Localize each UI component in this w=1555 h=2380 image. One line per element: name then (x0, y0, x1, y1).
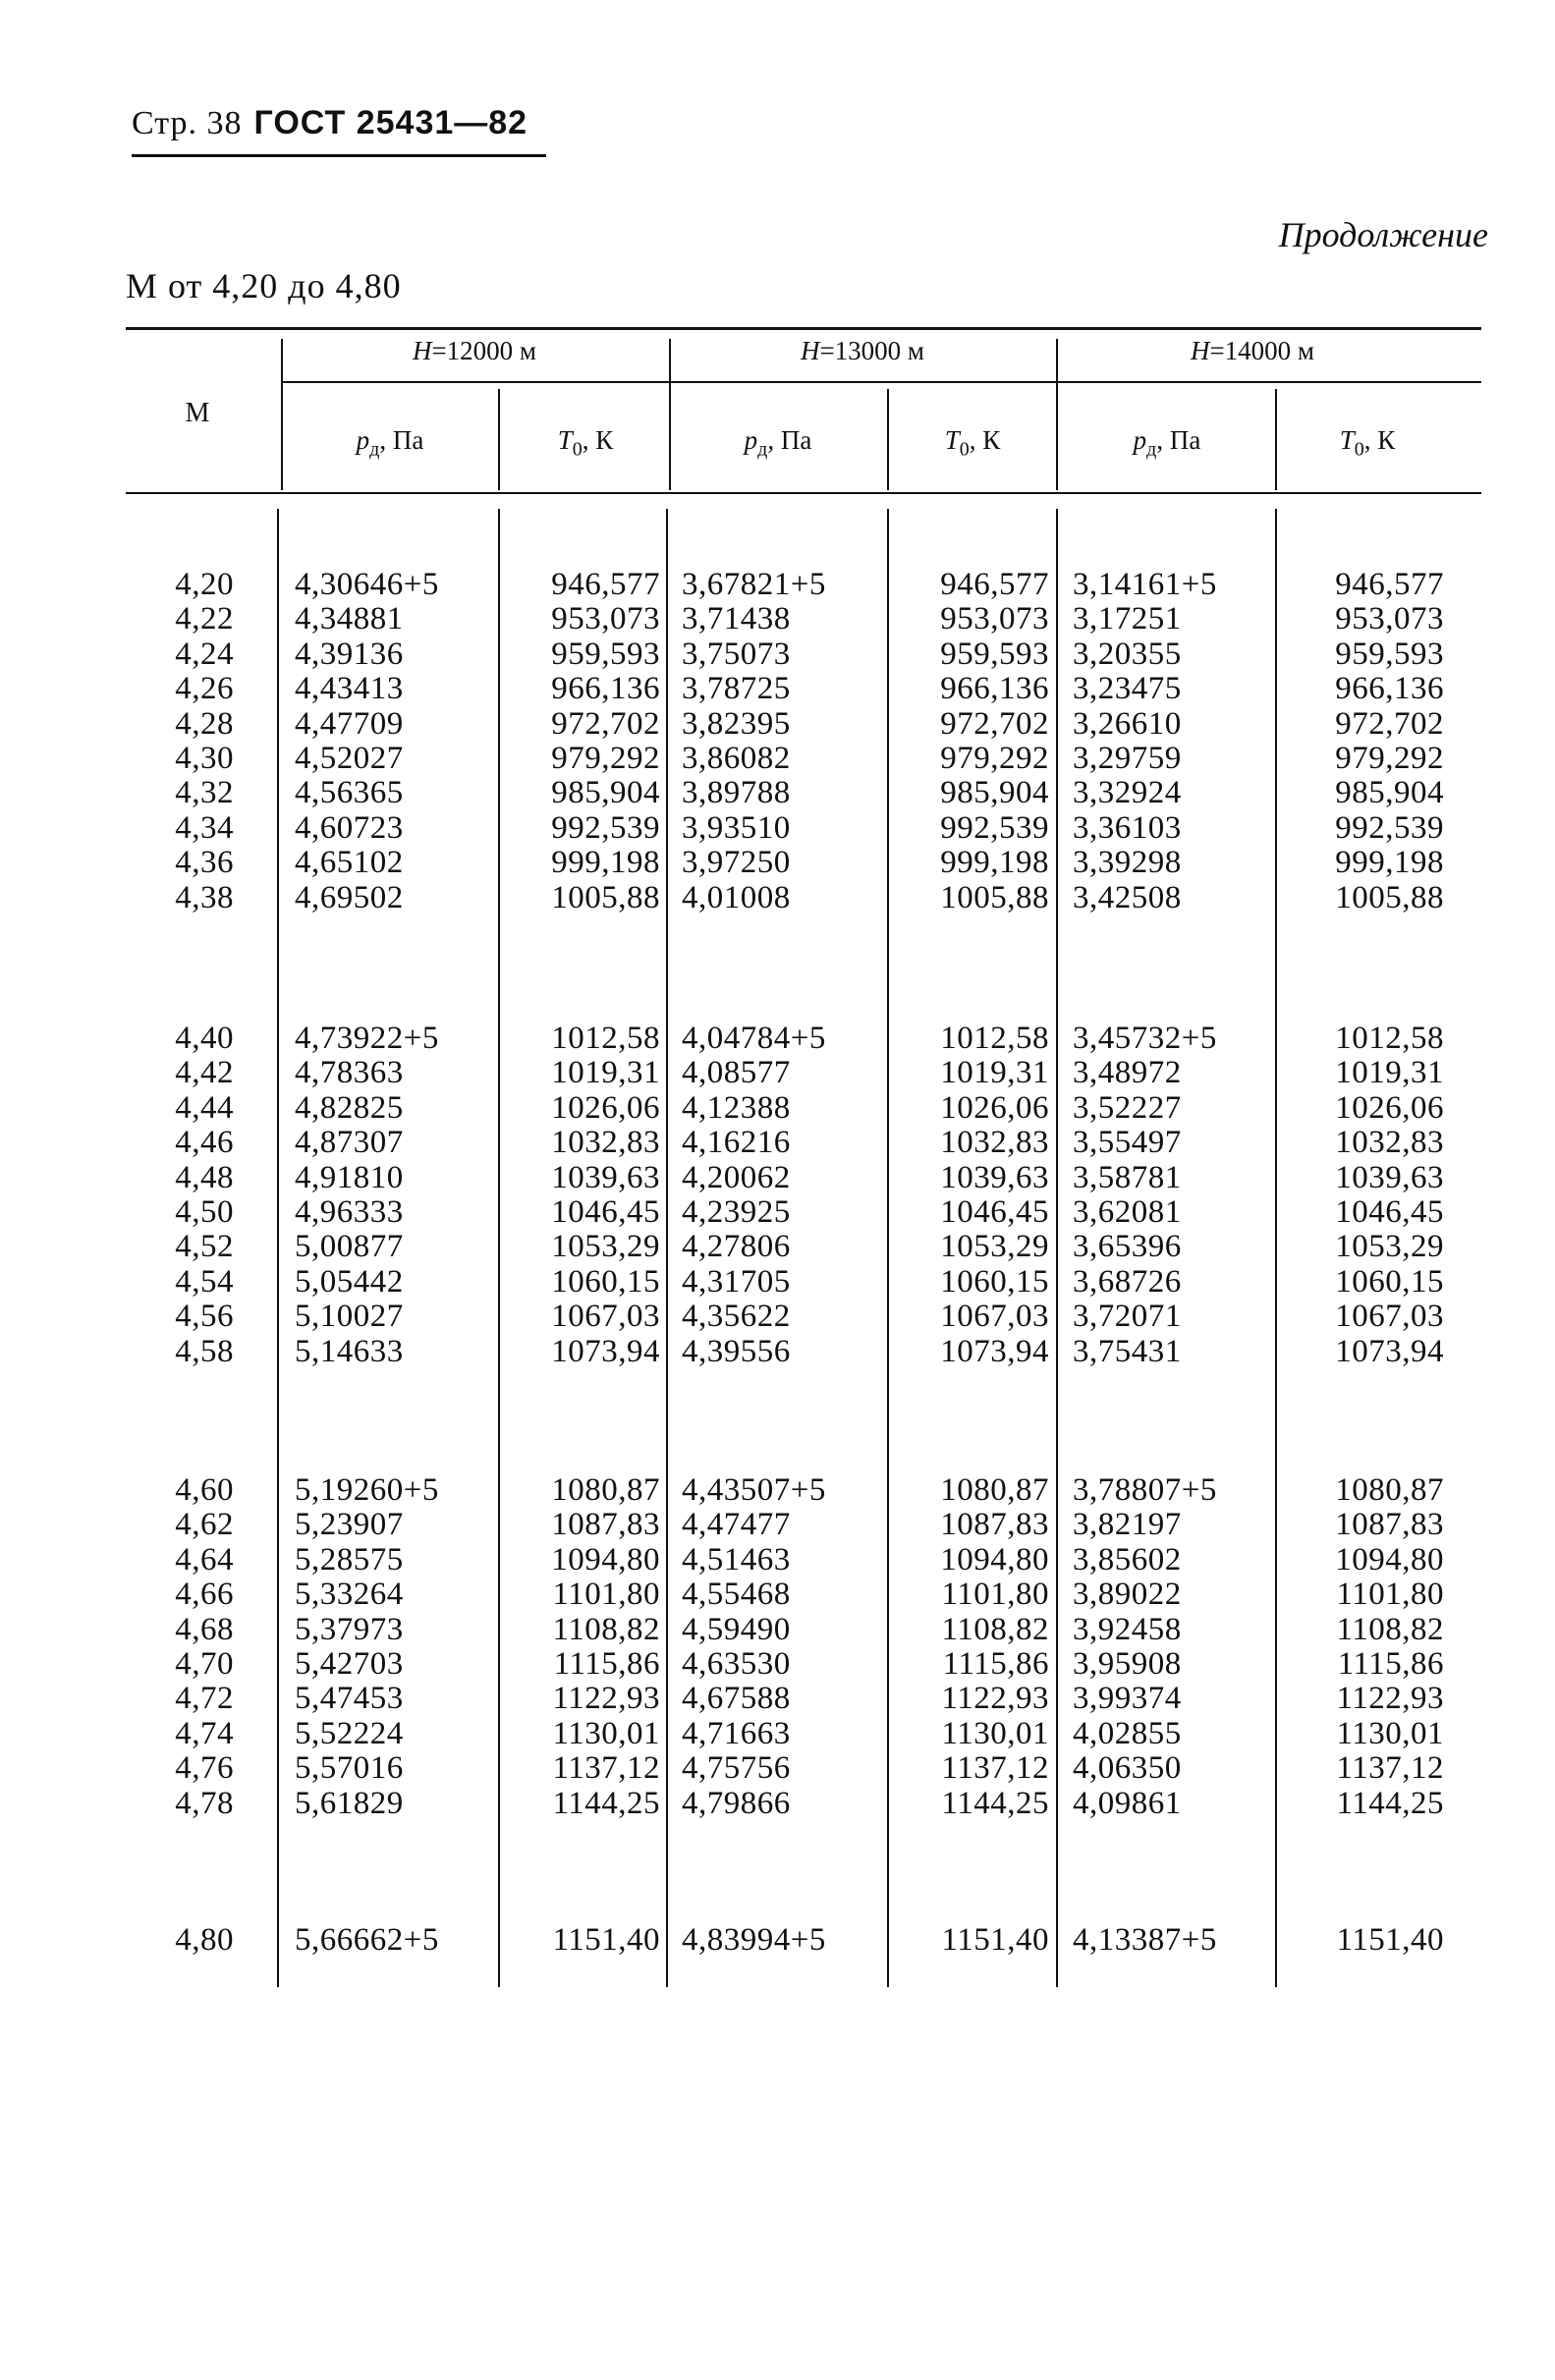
pressure-cell: 3,58781 (1073, 1159, 1182, 1195)
temperature-cell: 1137,12 (1336, 1750, 1444, 1787)
pressure-cell: 4,60723 (295, 809, 404, 846)
temperature-cell: 1026,06 (1335, 1089, 1444, 1126)
temperature-cell: 1046,45 (551, 1194, 660, 1230)
temperature-cell: 1019,31 (940, 1055, 1049, 1091)
temperature-cell: 1094,80 (1335, 1541, 1444, 1577)
continuation-label: Продолжение (1278, 215, 1488, 254)
pressure-cell: 4,47477 (682, 1507, 791, 1543)
mach-cell: 4,58 (175, 1333, 234, 1369)
temperature-cell: 1039,63 (1335, 1159, 1444, 1195)
mach-cell: 4,40 (175, 1021, 234, 1056)
column-divider (498, 509, 500, 1987)
page-number: Стр. 38 (132, 105, 243, 141)
pressure-cell: 4,75756 (682, 1750, 791, 1787)
pressure-cell: 4,12388 (682, 1089, 791, 1126)
pressure-cell: 3,75431 (1073, 1333, 1182, 1369)
mach-cell: 4,42 (175, 1055, 234, 1091)
mach-cell: 4,48 (175, 1159, 234, 1195)
column-header-mach: М (185, 398, 210, 428)
pressure-cell: 4,59490 (682, 1611, 791, 1647)
temperature-cell: 979,292 (551, 741, 660, 776)
temperature-cell: 1067,03 (551, 1299, 660, 1335)
temperature-cell: 1046,45 (1335, 1194, 1444, 1230)
pressure-cell: 5,47453 (295, 1681, 404, 1717)
temperature-cell: 1080,87 (1335, 1472, 1444, 1508)
mach-cell: 4,24 (175, 636, 234, 672)
temperature-cell: 1012,58 (1335, 1021, 1444, 1056)
temperature-cell: 1144,25 (552, 1785, 660, 1821)
pressure-cell: 3,78807+5 (1073, 1472, 1217, 1508)
temperature-cell: 1094,80 (551, 1541, 660, 1577)
temperature-cell: 959,593 (551, 636, 660, 672)
pressure-cell: 5,19260+5 (295, 1472, 439, 1508)
temperature-cell: 959,593 (1335, 636, 1444, 672)
mach-cell: 4,72 (175, 1681, 234, 1717)
pressure-cell: 3,85602 (1073, 1541, 1182, 1577)
temperature-cell: 1026,06 (551, 1089, 660, 1126)
temperature-cell: 1012,58 (940, 1021, 1049, 1056)
temperature-cell: 1060,15 (940, 1263, 1049, 1300)
pressure-cell: 4,56365 (295, 775, 404, 811)
pressure-cell: 3,42508 (1073, 879, 1182, 915)
temperature-cell: 966,136 (1335, 671, 1444, 707)
column-divider (1275, 509, 1277, 1987)
mach-cell: 4,80 (175, 1922, 234, 1958)
temperature-cell: 1080,87 (940, 1472, 1049, 1508)
temperature-cell: 1039,63 (940, 1159, 1049, 1195)
pressure-cell: 3,67821+5 (682, 567, 826, 602)
temperature-cell: 1151,40 (941, 1922, 1049, 1958)
pressure-cell: 4,34881 (295, 601, 404, 637)
temperature-cell: 1087,83 (1335, 1507, 1444, 1543)
mach-cell: 4,74 (175, 1715, 234, 1751)
temperature-cell: 992,539 (1335, 809, 1444, 846)
mach-cell: 4,36 (175, 845, 234, 881)
pressure-cell: 4,23925 (682, 1194, 791, 1230)
temperature-cell: 1122,93 (1336, 1681, 1444, 1717)
column-header-temperature: $T_0$, К (1339, 425, 1396, 461)
pressure-cell: 3,39298 (1073, 845, 1182, 881)
mach-cell: 4,44 (175, 1089, 234, 1126)
table-top-rule (126, 327, 1481, 330)
pressure-cell: 4,51463 (682, 1541, 791, 1577)
temperature-cell: 999,198 (940, 845, 1049, 881)
temperature-cell: 1080,87 (551, 1472, 660, 1508)
pressure-cell: 4,78363 (295, 1055, 404, 1091)
table-header-bottom-rule (126, 492, 1481, 494)
temperature-cell: 1087,83 (551, 1507, 660, 1543)
pressure-cell: 3,20355 (1073, 636, 1182, 672)
temperature-cell: 1115,86 (942, 1646, 1049, 1682)
mach-cell: 4,30 (175, 741, 234, 776)
pressure-cell: 3,36103 (1073, 809, 1182, 846)
temperature-cell: 1046,45 (940, 1194, 1049, 1230)
temperature-cell: 999,198 (551, 845, 660, 881)
temperature-cell: 946,577 (1335, 567, 1444, 602)
temperature-cell: 985,904 (1335, 775, 1444, 811)
pressure-cell: 3,89022 (1073, 1577, 1182, 1613)
mach-cell: 4,28 (175, 705, 234, 742)
temperature-cell: 966,136 (940, 671, 1049, 707)
temperature-cell: 1005,88 (940, 879, 1049, 915)
pressure-cell: 4,31705 (682, 1263, 791, 1300)
pressure-cell: 4,43413 (295, 671, 404, 707)
temperature-cell: 966,136 (551, 671, 660, 707)
column-header-pressure: $p_д$, Па (744, 425, 812, 461)
temperature-cell: 1108,82 (1336, 1611, 1444, 1647)
temperature-cell: 1087,83 (940, 1507, 1049, 1543)
mach-cell: 4,34 (175, 809, 234, 846)
temperature-cell: 959,593 (940, 636, 1049, 672)
temperature-cell: 1137,12 (552, 1750, 660, 1787)
standard-code: ГОСТ 25431—82 (253, 104, 528, 141)
temperature-cell: 1032,83 (551, 1125, 660, 1161)
pressure-cell: 3,93510 (682, 809, 791, 846)
pressure-cell: 4,96333 (295, 1194, 404, 1230)
pressure-cell: 4,73922+5 (295, 1021, 439, 1056)
temperature-cell: 1019,31 (551, 1055, 660, 1091)
pressure-cell: 4,47709 (295, 705, 404, 742)
column-header-pressure: $p_д$, Па (356, 425, 424, 461)
temperature-cell: 1144,25 (1336, 1785, 1444, 1821)
altitude-header: H=13000 м (800, 336, 925, 365)
pressure-cell: 4,16216 (682, 1125, 791, 1161)
temperature-cell: 999,198 (1335, 845, 1444, 881)
pressure-cell: 3,65396 (1073, 1229, 1182, 1265)
temperature-cell: 1019,31 (1335, 1055, 1444, 1091)
pressure-cell: 4,87307 (295, 1125, 404, 1161)
temperature-cell: 1094,80 (940, 1541, 1049, 1577)
temperature-cell: 1101,80 (552, 1577, 660, 1613)
mach-cell: 4,26 (175, 671, 234, 707)
temperature-cell: 1053,29 (551, 1229, 660, 1265)
mach-cell: 4,20 (175, 567, 234, 602)
mach-cell: 4,46 (175, 1125, 234, 1161)
temperature-cell: 946,577 (551, 567, 660, 602)
mach-cell: 4,62 (175, 1507, 234, 1543)
mach-cell: 4,66 (175, 1577, 234, 1613)
mach-cell: 4,50 (175, 1194, 234, 1230)
temperature-cell: 1151,40 (1336, 1922, 1444, 1958)
pressure-cell: 5,37973 (295, 1611, 404, 1647)
page-header (132, 104, 528, 142)
temperature-cell: 1122,93 (552, 1681, 660, 1717)
temperature-cell: 1067,03 (940, 1299, 1049, 1335)
mach-cell: 4,56 (175, 1299, 234, 1335)
pressure-cell: 5,57016 (295, 1750, 404, 1787)
column-divider (666, 509, 668, 1987)
temperature-cell: 1073,94 (940, 1333, 1049, 1369)
temperature-cell: 985,904 (940, 775, 1049, 811)
temperature-cell: 1005,88 (1335, 879, 1444, 915)
temperature-cell: 1032,83 (940, 1125, 1049, 1161)
temperature-cell: 1122,93 (941, 1681, 1049, 1717)
temperature-cell: 953,073 (940, 601, 1049, 637)
temperature-cell: 1053,29 (1335, 1229, 1444, 1265)
pressure-cell: 5,23907 (295, 1507, 404, 1543)
temperature-cell: 953,073 (1335, 601, 1444, 637)
temperature-cell: 1115,86 (1337, 1646, 1444, 1682)
pressure-cell: 3,82395 (682, 705, 791, 742)
pressure-cell: 3,95908 (1073, 1646, 1182, 1682)
pressure-cell: 5,66662+5 (295, 1922, 439, 1958)
temperature-cell: 1130,01 (552, 1715, 660, 1751)
pressure-cell: 3,97250 (682, 845, 791, 881)
pressure-cell: 3,89788 (682, 775, 791, 811)
temperature-cell: 1026,06 (940, 1089, 1049, 1126)
column-header-pressure: $p_д$, Па (1133, 425, 1201, 461)
pressure-cell: 5,33264 (295, 1577, 404, 1613)
header-underline (132, 154, 546, 157)
pressure-cell: 3,48972 (1073, 1055, 1182, 1091)
temperature-cell: 972,702 (1335, 705, 1444, 742)
temperature-cell: 972,702 (940, 705, 1049, 742)
pressure-cell: 4,63530 (682, 1646, 791, 1682)
temperature-cell: 1144,25 (941, 1785, 1049, 1821)
temperature-cell: 1137,12 (941, 1750, 1049, 1787)
pressure-cell: 4,79866 (682, 1785, 791, 1821)
pressure-cell: 3,78725 (682, 671, 791, 707)
pressure-cell: 4,01008 (682, 879, 791, 915)
temperature-cell: 1073,94 (551, 1333, 660, 1369)
pressure-cell: 4,52027 (295, 741, 404, 776)
temperature-cell: 1130,01 (1336, 1715, 1444, 1751)
temperature-cell: 1039,63 (551, 1159, 660, 1195)
pressure-cell: 4,67588 (682, 1681, 791, 1717)
pressure-cell: 3,17251 (1073, 601, 1182, 637)
pressure-cell: 4,06350 (1073, 1750, 1182, 1787)
temperature-cell: 985,904 (551, 775, 660, 811)
pressure-cell: 4,27806 (682, 1229, 791, 1265)
column-header-temperature: $T_0$, К (557, 425, 614, 461)
temperature-cell: 979,292 (940, 741, 1049, 776)
pressure-cell: 3,29759 (1073, 741, 1182, 776)
altitude-header: H=12000 м (412, 336, 537, 365)
pressure-cell: 5,05442 (295, 1263, 404, 1300)
pressure-cell: 3,55497 (1073, 1125, 1182, 1161)
pressure-cell: 5,28575 (295, 1541, 404, 1577)
temperature-cell: 1060,15 (551, 1263, 660, 1300)
mach-cell: 4,52 (175, 1229, 234, 1265)
pressure-cell: 4,04784+5 (682, 1021, 826, 1056)
temperature-cell: 1073,94 (1335, 1333, 1444, 1369)
pressure-cell: 4,91810 (295, 1159, 404, 1195)
pressure-cell: 4,30646+5 (295, 567, 439, 602)
mach-cell: 4,60 (175, 1472, 234, 1508)
temperature-cell: 1130,01 (941, 1715, 1049, 1751)
header-divider (669, 339, 671, 490)
temperature-cell: 1012,58 (551, 1021, 660, 1056)
mach-cell: 4,32 (175, 775, 234, 811)
altitude-header-rule (281, 381, 1481, 383)
mach-cell: 4,68 (175, 1611, 234, 1647)
pressure-cell: 5,14633 (295, 1333, 404, 1369)
temperature-cell: 1032,83 (1335, 1125, 1444, 1161)
pressure-cell: 3,26610 (1073, 705, 1182, 742)
pressure-cell: 4,65102 (295, 845, 404, 881)
mach-cell: 4,70 (175, 1646, 234, 1682)
header-divider (281, 339, 283, 490)
column-divider (277, 509, 279, 1987)
pressure-cell: 4,55468 (682, 1577, 791, 1613)
temperature-cell: 1115,86 (553, 1646, 660, 1682)
pressure-cell: 3,92458 (1073, 1611, 1182, 1647)
pressure-cell: 4,20062 (682, 1159, 791, 1195)
pressure-cell: 5,42703 (295, 1646, 404, 1682)
pressure-cell: 3,32924 (1073, 775, 1182, 811)
mach-cell: 4,64 (175, 1541, 234, 1577)
mach-cell: 4,22 (175, 601, 234, 637)
pressure-cell: 4,39136 (295, 636, 404, 672)
mach-cell: 4,54 (175, 1263, 234, 1300)
pressure-cell: 4,08577 (682, 1055, 791, 1091)
temperature-cell: 992,539 (551, 809, 660, 846)
temperature-cell: 972,702 (551, 705, 660, 742)
pressure-cell: 3,23475 (1073, 671, 1182, 707)
pressure-cell: 5,00877 (295, 1229, 404, 1265)
pressure-cell: 3,52227 (1073, 1089, 1182, 1126)
pressure-cell: 4,02855 (1073, 1715, 1182, 1751)
temperature-cell: 1151,40 (552, 1922, 660, 1958)
temperature-cell: 1108,82 (941, 1611, 1049, 1647)
header-divider (1056, 339, 1058, 490)
pressure-cell: 4,43507+5 (682, 1472, 826, 1508)
pressure-cell: 4,82825 (295, 1089, 404, 1126)
pressure-cell: 3,82197 (1073, 1507, 1182, 1543)
pressure-cell: 3,71438 (682, 601, 791, 637)
pressure-cell: 4,09861 (1073, 1785, 1182, 1821)
pressure-cell: 5,52224 (295, 1715, 404, 1751)
pressure-cell: 4,35622 (682, 1299, 791, 1335)
temperature-cell: 1005,88 (551, 879, 660, 915)
temperature-cell: 1101,80 (1336, 1577, 1444, 1613)
pressure-cell: 3,75073 (682, 636, 791, 672)
column-divider (887, 509, 889, 1987)
pressure-cell: 5,61829 (295, 1785, 404, 1821)
temperature-cell: 992,539 (940, 809, 1049, 846)
pressure-cell: 5,10027 (295, 1299, 404, 1335)
temperature-cell: 946,577 (940, 567, 1049, 602)
pressure-cell: 3,68726 (1073, 1263, 1182, 1300)
temperature-cell: 1067,03 (1335, 1299, 1444, 1335)
mach-cell: 4,76 (175, 1750, 234, 1787)
altitude-header: H=14000 м (1190, 336, 1315, 365)
temperature-cell: 1053,29 (940, 1229, 1049, 1265)
pressure-cell: 3,72071 (1073, 1299, 1182, 1335)
temperature-cell: 1108,82 (552, 1611, 660, 1647)
temperature-cell: 979,292 (1335, 741, 1444, 776)
temperature-cell: 1060,15 (1335, 1263, 1444, 1300)
pressure-cell: 3,14161+5 (1073, 567, 1217, 602)
pressure-cell: 4,39556 (682, 1333, 791, 1369)
temperature-cell: 953,073 (551, 601, 660, 637)
pressure-cell: 3,86082 (682, 741, 791, 776)
pressure-cell: 4,69502 (295, 879, 404, 915)
pressure-cell: 3,99374 (1073, 1681, 1182, 1717)
mach-cell: 4,78 (175, 1785, 234, 1821)
pressure-cell: 4,13387+5 (1073, 1922, 1217, 1958)
pressure-cell: 4,83994+5 (682, 1922, 826, 1958)
column-header-temperature: $T_0$, К (944, 425, 1001, 461)
pressure-cell: 3,62081 (1073, 1194, 1182, 1230)
column-divider (1056, 509, 1058, 1987)
pressure-cell: 4,71663 (682, 1715, 791, 1751)
mach-cell: 4,38 (175, 879, 234, 915)
range-label: М от 4,20 до 4,80 (126, 266, 402, 305)
pressure-cell: 3,45732+5 (1073, 1021, 1217, 1056)
temperature-cell: 1101,80 (941, 1577, 1049, 1613)
